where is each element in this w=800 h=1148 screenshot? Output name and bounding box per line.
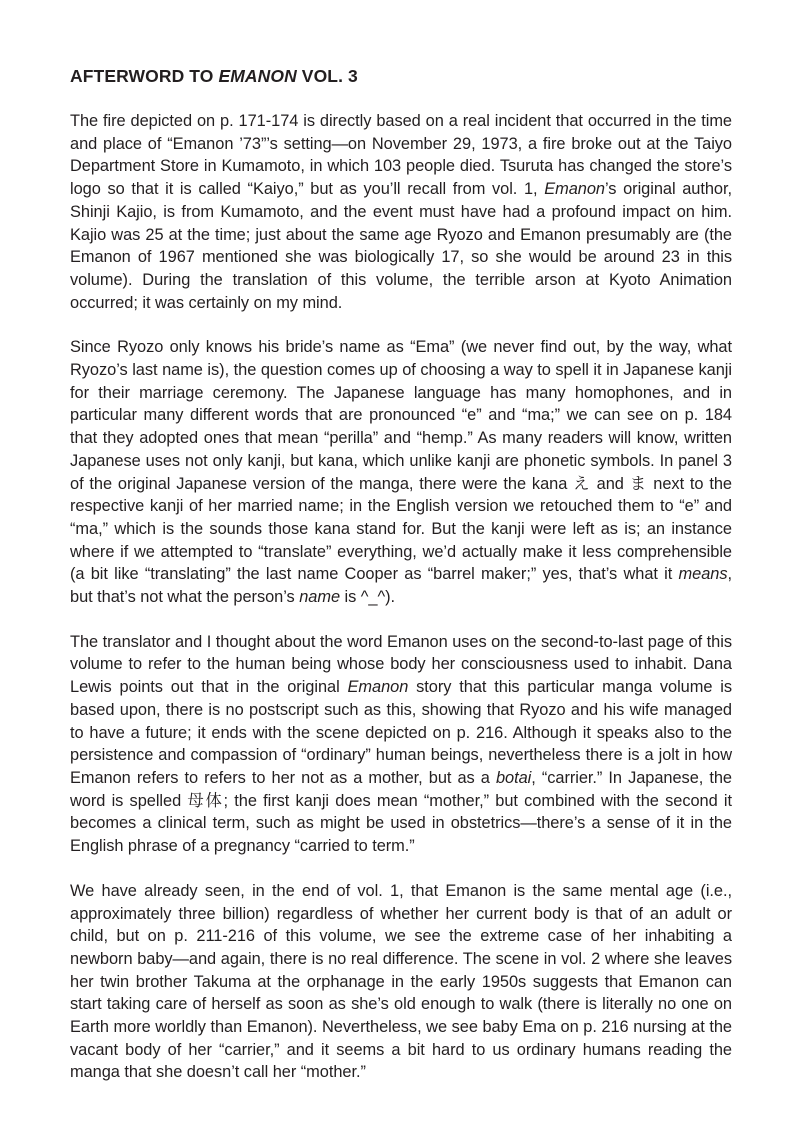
paragraph-4: [70, 880, 732, 1084]
title-suffix: VOL. 3: [296, 66, 358, 86]
title-prefix: AFTERWORD TO: [70, 66, 219, 86]
page-title: [70, 64, 732, 88]
afterword-page: [70, 64, 732, 1106]
italic-emphasis-means: means: [678, 565, 728, 584]
paragraph-text: , “carrier.” In Japanese, the word is spelled 母体; the first kanji does mean “mother,” but combined with the second it becomes a clinical term, such as might be used in obstetrics—there’s a sense of it in the English phrase of a pregnancy “carried to term.”: [70, 768, 733, 856]
paragraph-text: The fire depicted on p. 171-174 is directly based on a real incident that occurred in the time and place of “Emanon ’73”’s setting—on November 29, 1973, a fire broke out at the Taiyo Department Store in Kumamoto, in which 103 people died. Tsuruta has changed the store’s logo so that it is called “Kaiyo,” but as you’ll recall from vol. 1,: [70, 112, 732, 199]
italic-term-botai: botai: [495, 768, 532, 787]
paragraph-text: , but that’s not what the person’s: [70, 565, 732, 607]
paragraph-text: The translator and I thought about the word Emanon uses on the second-to-last page of this volume to refer to the human being whose body her consciousness used to inhabit. Dana Lewis points out that in the original: [70, 632, 732, 697]
paragraph-text: Since Ryozo only knows his bride’s name as “Ema” (we never find out, by the way, what Ryozo’s last name is), the question comes up of choosing a way to spell it in Japanese kanji for their marriage ceremony. The Japanese language has many homophones, and in particular many different words that are pronounced “e” and “ma;” we can see on p. 184 that they adopted ones that mean “perilla” and “hemp.” As many readers will know, written Japanese uses not only kanji, but kana, which unlike kanji are phonetic symbols. In panel 3 of the original Japanese version of the manga, there were the kana え and ま next to the respective kanji of her married name; in the English version we retouched them to “e” and “ma,” which is the sounds those kana stand for. But the kanji were left as is; an instance where if we attempted to “translate” everything, we’d actually make it less comprehensible (a bit like “translating” the last name Cooper as “barrel maker;” yes, that’s what it: [70, 338, 732, 584]
title-italic: EMANON: [218, 66, 297, 86]
paragraph-text: We have already seen, in the end of vol. 1, that Emanon is the same mental age (i.e., approximately three billion) regardless of whether her current body is that of an adult or child, but on p. 211-216 of this volume, we see the extreme case of her inhabiting a newborn baby—and again, there is no real difference. The scene in vol. 2 where she leaves her twin brother Takuma at the orphanage in the early 1950s suggests that Emanon can start taking care of herself as soon as she’s old enough to walk (there is literally no one on Earth more worldly than Emanon). Nevertheless, we see baby Ema on p. 216 nursing at the vacant body of her “carrier,” and it seems a bit hard to us ordinary humans reading the manga that she doesn’t call her “mother.”: [70, 881, 732, 1082]
italic-emphasis-name: name: [299, 588, 341, 607]
paragraph-3: [70, 631, 732, 858]
paragraph-text: ’s original author, Shinji Kajio, is from Kumamoto, and the event must have had a profound impact on him. Kajio was 25 at the time; just about the same age Ryozo and Emanon presumably are (the Emanon of 1967 mentioned she was biologically 17, so she would be around 23 in this volume). During the translation of this volume, the terrible arson at Kyoto Animation occurred; it was certainly on my mind.: [70, 180, 732, 312]
paragraph-text: is ^_^).: [340, 588, 396, 607]
paragraph-1: [70, 110, 732, 314]
italic-title-emanon: Emanon: [544, 180, 605, 199]
italic-title-emanon: Emanon: [347, 678, 409, 697]
paragraph-2: [70, 336, 732, 608]
paragraph-text: story that this particular manga volume is based upon, there is no postscript such as this, showing that Ryozo and his wife managed to have a future; it ends with the scene depicted on p. 216. Although it speaks also to the persistence and compassion of “ordinary” human beings, nevertheless there is a jolt in how Emanon refers to refers to her not as a mother, but as a: [70, 678, 732, 787]
